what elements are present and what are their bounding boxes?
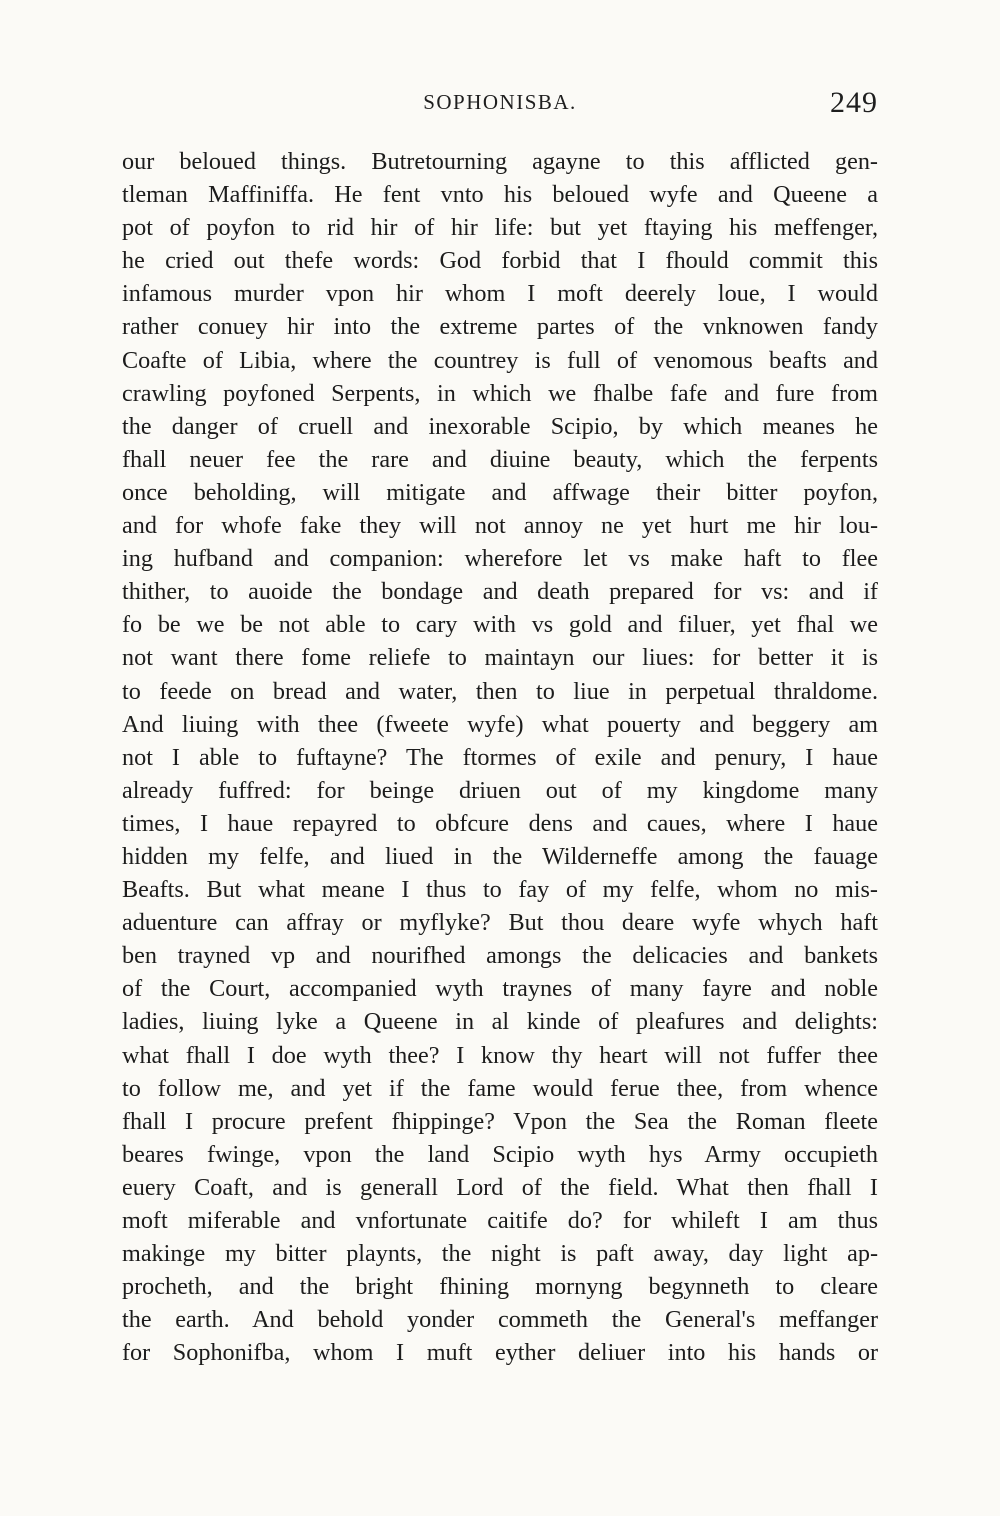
text-line: crawling poyfoned Serpents, in which we fhalbe fafe and fure from <box>122 379 878 407</box>
text-line: And liuing with thee (fweete wyfe) what pouerty and beggery am <box>122 710 878 738</box>
text-line: rather conuey hir into the extreme partes of the vnknowen fandy <box>122 313 878 341</box>
text-line: makinge my bitter playnts, the night is paft away, day light ap- <box>122 1240 878 1268</box>
text-line: ing hufband and companion: wherefore let vs make haft to flee <box>122 545 878 573</box>
text-line: thither, to auoide the bondage and death prepared for vs: and if <box>122 578 878 606</box>
text-line: fo be we be not able to cary with vs gold and filuer, yet fhal we <box>122 611 878 639</box>
text-line: pot of poyfon to rid hir of hir life: but yet ftaying his meffenger, <box>122 214 878 242</box>
text-line: Coafte of Libia, where the countrey is full of venomous beafts and <box>122 346 878 374</box>
text-line: he cried out thefe words: God forbid that I fhould commit this <box>122 247 878 275</box>
body-text <box>122 145 878 1369</box>
text-line: beares fwinge, vpon the land Scipio wyth hys Army occupieth <box>122 1140 878 1168</box>
text-line: once beholding, will mitigate and affwage their bitter poyfon, <box>122 478 878 506</box>
text-line: the earth. And behold yonder commeth the General's meffanger <box>122 1306 878 1334</box>
text-line: moft miferable and vnfortunate caitife do? for whileft I am thus <box>122 1207 878 1234</box>
text-line: Beafts. But what meane I thus to fay of my felfe, whom no mis- <box>122 876 878 904</box>
text-line: of the Court, accompanied wyth traynes of many fayre and noble <box>122 975 878 1003</box>
running-title: SOPHONISBA. <box>423 90 577 114</box>
page-number: 249 <box>830 86 878 119</box>
text-line: times, I haue repayred to obfcure dens and caues, where I haue <box>122 809 878 837</box>
text-line: fhall I procure prefent fhippinge? Vpon the Sea the Roman fleete <box>122 1107 878 1135</box>
text-line: already fuffred: for beinge driuen out of my kingdome many <box>122 776 878 804</box>
text-line: the danger of cruell and inexorable Scipio, by which meanes he <box>122 412 878 440</box>
text-line: not I able to fuftayne? The ftormes of exile and penury, I haue <box>122 743 878 771</box>
text-line: our beloued things. Butretourning agayne to this afflicted gen- <box>122 148 878 175</box>
text-line: euery Coaft, and is generall Lord of the field. What then fhall I <box>122 1173 878 1201</box>
text-line: aduenture can affray or myflyke? But thou deare wyfe whych haft <box>122 909 878 937</box>
text-line: to feede on bread and water, then to liue in perpetual thraldome. <box>122 677 878 705</box>
text-line: tleman Maffiniffa. He fent vnto his beloued wyfe and Queene a <box>122 181 878 209</box>
text-line: what fhall I doe wyth thee? I know thy heart will not fuffer thee <box>122 1041 878 1069</box>
text-line: infamous murder vpon hir whom I moft deerely loue, I would <box>122 280 878 308</box>
text-line: procheth, and the bright fhining mornyng begynneth to cleare <box>122 1273 878 1301</box>
text-line: to follow me, and yet if the fame would ferue thee, from whence <box>122 1074 878 1102</box>
text-line: and for whofe fake they will not annoy ne yet hurt me hir lou- <box>122 512 878 540</box>
text-line: not want there fome reliefe to maintayn our liues: for better it is <box>122 644 878 672</box>
text-line: ladies, liuing lyke a Queene in al kinde of pleafures and delights: <box>122 1008 878 1036</box>
text-line: for Sophonifba, whom I muft eyther deliuer into his hands or <box>122 1339 878 1367</box>
text-line: hidden my felfe, and liued in the Wilderneffe among the fauage <box>122 842 878 870</box>
text-line: ben trayned vp and nourifhed amongs the delicacies and bankets <box>122 942 878 970</box>
text-line: fhall neuer fee the rare and diuine beauty, which the ferpents <box>122 445 878 473</box>
running-head <box>122 86 878 126</box>
